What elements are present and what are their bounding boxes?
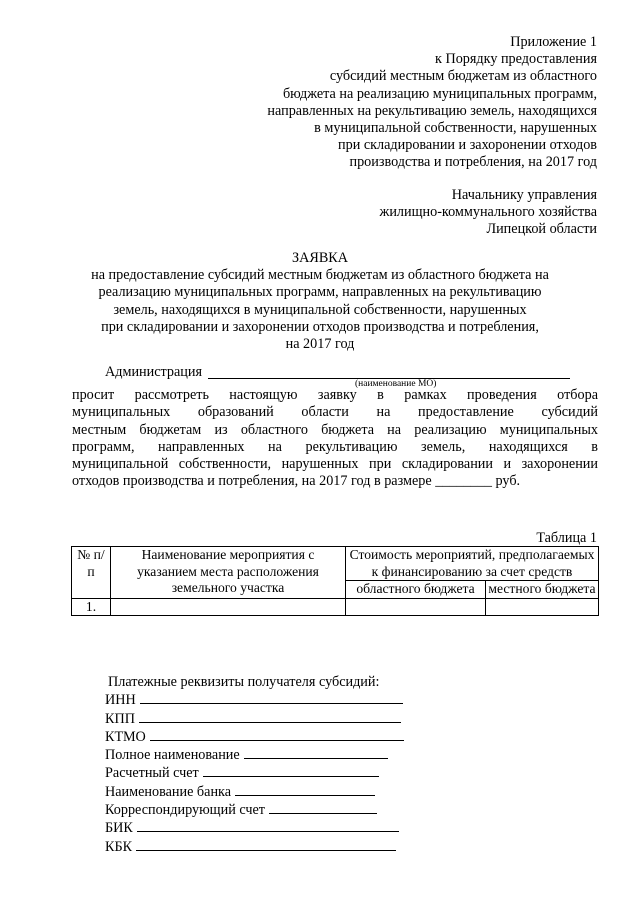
appendix-header-line: направленных на рекультивацию земель, находящихся bbox=[267, 102, 597, 119]
subtitle-line: при складировании и захоронении отходов производства и потребления, bbox=[101, 318, 539, 335]
row-regional-cell[interactable] bbox=[346, 598, 486, 616]
header-activity-name: Наименование мероприятия с указанием места расположения земельного участка bbox=[111, 547, 346, 599]
row-activity-cell[interactable] bbox=[111, 598, 346, 616]
addressee-block bbox=[197, 187, 597, 239]
appendix-header-line: субсидий местным бюджетам из областного bbox=[329, 68, 597, 85]
requisite-field[interactable] bbox=[269, 801, 377, 814]
subtitle-line: на предоставление субсидий местным бюджетам из областного бюджета на bbox=[91, 267, 549, 283]
body-line: отходов производства и потребления, на 2017 год в размере ________ руб. bbox=[72, 473, 521, 490]
appendix-header-line: в муниципальной собственности, нарушенных bbox=[314, 120, 597, 137]
request-body bbox=[72, 387, 598, 491]
requisite-bank-name bbox=[105, 783, 404, 801]
document-subtitle bbox=[0, 267, 640, 353]
body-line: просит рассмотреть настоящую заявку в рамках проведения отбора bbox=[72, 387, 598, 403]
header-regional-budget: областного бюджета bbox=[346, 581, 486, 599]
requisite-field[interactable] bbox=[244, 746, 388, 759]
requisite-field[interactable] bbox=[203, 764, 379, 777]
requisite-label: БИК bbox=[105, 820, 133, 837]
appendix-header bbox=[197, 34, 597, 172]
requisite-bik bbox=[105, 819, 404, 837]
requisite-label: Наименование банка bbox=[105, 783, 232, 800]
header-cost: Стоимость мероприятий, предполагаемых к финансированию за счет средств bbox=[346, 547, 599, 581]
requisite-field[interactable] bbox=[139, 710, 401, 723]
appendix-header-line: к Порядку предоставления bbox=[435, 51, 597, 68]
requisite-field[interactable] bbox=[137, 819, 399, 832]
requisite-corr-account bbox=[105, 801, 404, 819]
row-local-cell[interactable] bbox=[486, 598, 599, 616]
appendix-header-line: производства и потребления, на 2017 год bbox=[349, 154, 597, 171]
requisite-full-name bbox=[105, 746, 404, 764]
activities-table bbox=[71, 546, 599, 616]
requisite-label: КБК bbox=[105, 838, 133, 855]
addressee-line: Липецкой области bbox=[486, 221, 597, 238]
requisite-field[interactable] bbox=[140, 691, 403, 704]
requisite-field[interactable] bbox=[235, 783, 375, 796]
requisite-label: Расчетный счет bbox=[105, 765, 199, 782]
header-local-budget: местного бюджета bbox=[486, 581, 599, 599]
administration-label: Администрация bbox=[105, 364, 202, 380]
requisites-title: Платежные реквизиты получателя субсидий: bbox=[108, 674, 380, 690]
requisite-field[interactable] bbox=[150, 728, 404, 741]
requisite-label: КПП bbox=[105, 710, 135, 727]
requisite-label: КТМО bbox=[105, 728, 146, 745]
requisite-label: Полное наименование bbox=[105, 747, 240, 764]
requisite-label: Корреспондирующий счет bbox=[105, 802, 265, 819]
document-title: ЗАЯВКА bbox=[292, 250, 348, 266]
body-line: муниципальной собственности, нарушенных при складировании и захоронении bbox=[72, 456, 598, 473]
requisite-ktmo bbox=[105, 728, 404, 746]
appendix-header-line: при складировании и захоронении отходов bbox=[338, 137, 597, 154]
requisite-field[interactable] bbox=[136, 838, 396, 851]
subtitle-line: реализацию муниципальных программ, направленных на рекультивацию bbox=[98, 284, 542, 301]
subtitle-line: земель, находящихся в муниципальной собственности, нарушенных bbox=[113, 301, 527, 318]
addressee-line: Начальнику управления bbox=[451, 187, 597, 203]
requisite-account bbox=[105, 764, 404, 782]
appendix-header-line: бюджета на реализацию муниципальных программ, bbox=[282, 85, 597, 102]
addressee-line: жилищно-коммунального хозяйства bbox=[379, 204, 597, 221]
header-number: № п/п bbox=[72, 547, 111, 599]
requisite-inn bbox=[105, 691, 404, 709]
requisite-label: ИНН bbox=[105, 692, 136, 709]
body-line: местным бюджетам из областного бюджета на реализацию муниципальных bbox=[72, 421, 598, 438]
subtitle-line: на 2017 год bbox=[285, 336, 355, 353]
table-row bbox=[72, 598, 599, 616]
row-number: 1. bbox=[72, 598, 111, 616]
requisite-kpp bbox=[105, 710, 404, 728]
payment-requisites bbox=[105, 674, 404, 856]
administration-hint: (наименование МО) bbox=[355, 379, 437, 389]
body-line: муниципальных образований области на предоставление субсидий bbox=[72, 404, 598, 421]
requisite-kbk bbox=[105, 838, 404, 856]
body-line: программ, направленных на рекультивацию земель, находящихся в bbox=[72, 438, 598, 455]
appendix-header-line: Приложение 1 bbox=[510, 34, 597, 50]
table-caption: Таблица 1 bbox=[536, 530, 597, 546]
